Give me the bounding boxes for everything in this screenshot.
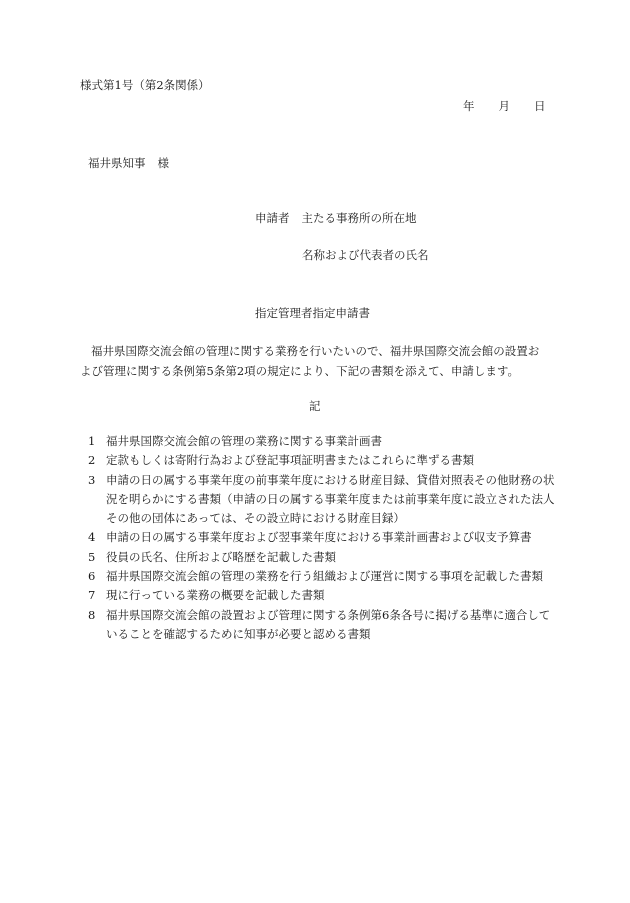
addressee — [88, 155, 169, 171]
item-number: 7 — [88, 588, 96, 603]
addressee-name: 福井県知事 — [88, 156, 146, 170]
item-number: 2 — [88, 453, 96, 468]
item-number: 1 — [88, 434, 96, 448]
item-text: 役員の氏名、住所および略歴を記載した書類 — [106, 549, 336, 564]
list-item — [88, 471, 556, 529]
ki-heading: 記 — [309, 399, 321, 413]
list-item — [88, 567, 556, 586]
item-text: 福井県国際交流会館の設置および管理に関する条例第6条各号に掲げる基準に適合していることを確認するために知事が必要と認める書類 — [106, 607, 551, 641]
list-item — [88, 548, 556, 567]
applicant-name-label: 名称および代表者の氏名 — [302, 248, 429, 262]
date-month-label: 月 — [498, 99, 510, 113]
item-text: 福井県国際交流会館の管理の業務に関する事業計画書 — [106, 434, 382, 448]
list-item — [88, 528, 556, 547]
applicant-block — [255, 210, 417, 226]
list-item — [88, 606, 556, 645]
date-day-label: 日 — [534, 99, 546, 113]
date-line — [463, 98, 546, 114]
date-year-label: 年 — [463, 99, 475, 113]
addressee-honorific: 様 — [157, 156, 169, 170]
body-paragraph: 福井県国際交流会館の管理に関する業務を行いたいので、福井県国際交流会館の設置および管理に関する条例第5条第2項の規定により、下記の書類を添えて、申請します。 — [80, 344, 540, 378]
applicant-location-label: 主たる事務所の所在地 — [301, 211, 417, 225]
item-text: 福井県国際交流会館の管理の業務を行う組織および運営に関する事項を記載した書類 — [106, 569, 543, 584]
list-item — [88, 451, 556, 470]
list-item — [88, 432, 556, 451]
item-text: 申請の日の属する事業年度の前事業年度における財産目録、貸借対照表その他財務の状況を明らかにする書類（申請の日の属する事業年度または前事業年度に設立された法人その他の団体にあっては、その設立時における財産目録） — [106, 472, 555, 526]
item-text: 現に行っている業務の概要を記載した書類 — [106, 588, 325, 603]
item-number: 4 — [88, 530, 96, 545]
item-number: 8 — [88, 607, 96, 622]
form-number: 様式第1号（第2条関係） — [80, 78, 210, 92]
document-title: 指定管理者指定申請書 — [255, 306, 370, 320]
item-number: 5 — [88, 549, 96, 564]
item-number: 3 — [88, 472, 96, 487]
applicant-label: 申請者 — [255, 211, 290, 225]
item-number: 6 — [88, 569, 96, 584]
item-text: 定款もしくは寄附行為および登記事項証明書またはこれらに準ずる書類 — [106, 453, 474, 468]
item-text: 申請の日の属する事業年度および翌事業年度における事業計画書および収支予算書 — [106, 530, 532, 545]
attachment-list — [88, 432, 556, 644]
list-item — [88, 586, 556, 605]
